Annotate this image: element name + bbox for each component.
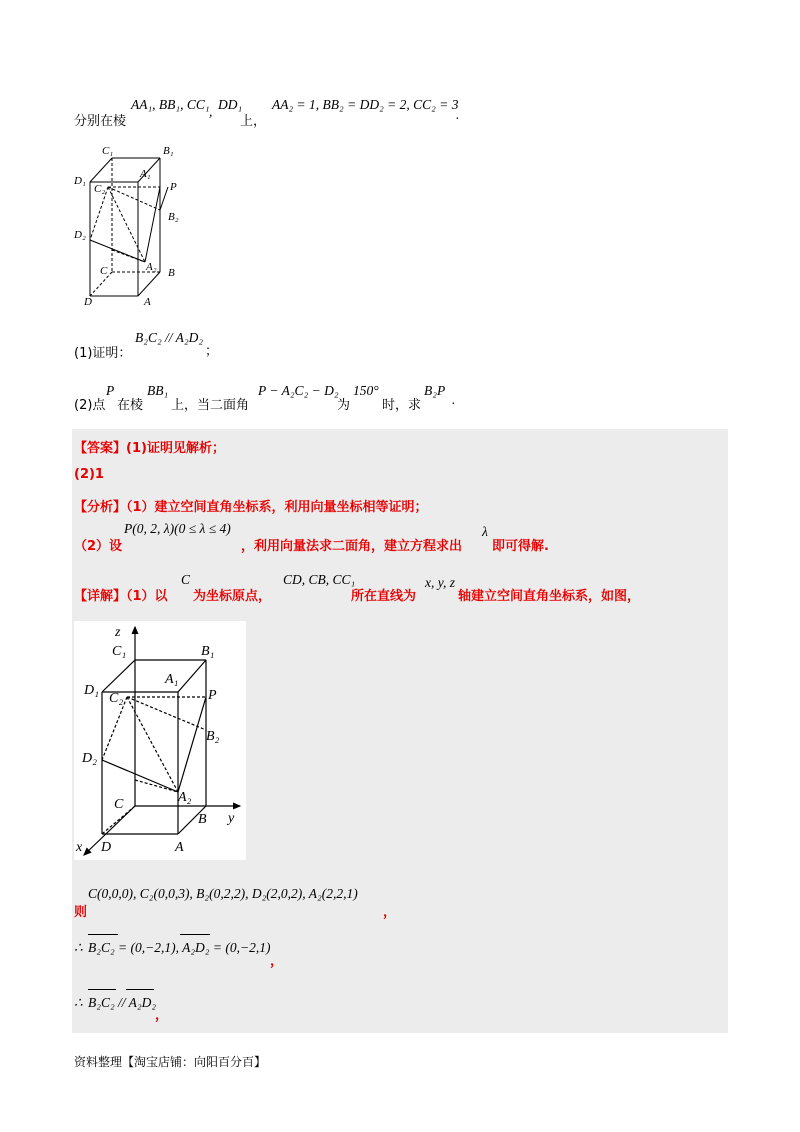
detail-line1-a <box>74 585 168 604</box>
part2-angle: P − A₂C₂ − D₂ <box>258 383 339 398</box>
detail-axes-text: 所在直线为 <box>351 589 417 604</box>
footer-note: 资料整理【淘宝店铺：向阳百分百】 <box>74 1055 267 1069</box>
analysis-tag: 【分析】 <box>74 500 127 515</box>
part2-P: P <box>106 383 115 398</box>
fig2-axis-z: z <box>115 625 121 640</box>
detail-axes-edges: CD, CB, CC₁ <box>283 572 356 587</box>
analysis-step2-prefix: （2）设 <box>74 539 123 554</box>
fig1-label-D1: D₁ <box>74 175 86 187</box>
problem-line1-mid: 上， <box>240 114 267 129</box>
analysis-step2-lambda: λ <box>482 524 488 539</box>
part2-edge: BB₁ <box>147 383 169 398</box>
parallel-arrow-A2D2 <box>126 989 154 990</box>
fig2-label-B: B <box>198 812 207 827</box>
part2-time: 时，求 <box>382 398 422 413</box>
detail-axes-end: 轴建立空间直角坐标系，如图， <box>458 589 641 604</box>
fig2-axis-y: y <box>228 811 235 826</box>
fig1-label-A1: A₁ <box>140 168 151 180</box>
fig1-label-A2: A₂ <box>146 261 157 273</box>
fig2-label-C1: C₁ <box>112 644 127 659</box>
parallel-arrow-B2C2 <box>88 989 116 990</box>
problem-line1-edges: AA₁, BB₁, CC₁ <box>131 97 210 112</box>
fig2-label-B1: B₁ <box>201 644 215 659</box>
prism-figure-1 <box>70 140 200 310</box>
part2-is: 为 <box>337 398 351 413</box>
vector-arrow-A2D2 <box>180 934 210 935</box>
fig2-label-C2: C₂ <box>109 691 124 706</box>
part2-when: 上，当二面角 <box>171 398 250 413</box>
analysis-line1 <box>74 496 428 515</box>
fig2-label-A2: A₂ <box>178 790 192 805</box>
fig1-label-D: D <box>84 296 92 308</box>
analysis-step2-mid: ，利用向量法求二面角，建立方程求出 <box>241 539 463 554</box>
therefore-2: ∴ <box>74 995 83 1010</box>
fig2-label-A1: A₁ <box>165 672 179 687</box>
fig2-label-P: P <box>208 688 217 703</box>
answer-part2: (2)1 <box>74 467 104 482</box>
fig1-label-C: C <box>100 265 108 277</box>
fig2-label-B2: B₂ <box>206 729 220 744</box>
fig2-label-C: C <box>114 797 124 812</box>
detail-axes-xyz: x, y, z <box>425 575 455 590</box>
problem-line1-sep: , <box>209 104 213 119</box>
answer-part1: (1)证明见解析； <box>126 441 225 456</box>
fig1-label-C1: C₁ <box>102 145 114 157</box>
fig2-label-D2: D₂ <box>82 751 97 766</box>
fig2-label-D: D <box>101 840 112 855</box>
detail-origin-text: 为坐标原点， <box>193 589 272 604</box>
fig1-label-D2: D₂ <box>74 229 86 241</box>
fig1-label-A: A <box>144 296 151 308</box>
answer-line1 <box>74 437 225 456</box>
analysis-step1: （1）建立空间直角坐标系，利用向量坐标相等证明； <box>126 500 428 515</box>
then-label: 则 <box>74 905 88 920</box>
problem-line1-lengths: AA₂ = 1, BB₂ = DD₂ = 2, CC₂ = 3 <box>272 97 459 112</box>
part1-prefix: (1)证明： <box>74 346 132 361</box>
coords-comma: ， <box>383 905 397 920</box>
vector-comma: ， <box>270 954 284 969</box>
part1-end: ； <box>205 344 219 359</box>
parallel-line: B₂C₂ // A₂D₂ <box>88 995 157 1010</box>
problem-line1-edge4: DD₁ <box>218 97 243 112</box>
part1-math: B₂C₂ // A₂D₂ <box>135 330 204 345</box>
analysis-step2-math: P(0, 2, λ)(0 ≤ λ ≤ 4) <box>124 521 231 536</box>
fig1-label-B2: B₂ <box>168 211 179 223</box>
problem-line1-end: . <box>456 107 460 122</box>
prism-figure-2 <box>74 621 246 860</box>
fig1-label-P: P <box>170 181 177 193</box>
detail-origin-C: C <box>181 572 191 587</box>
part2-on: 在棱 <box>117 398 144 413</box>
analysis-step2-end: 即可得解. <box>492 539 549 554</box>
parallel-comma: ， <box>155 1008 169 1023</box>
part2-target: B₂P <box>424 383 446 398</box>
part2-prefix: (2)点 <box>74 398 106 413</box>
part2-deg: 150° <box>353 383 379 398</box>
coords-line: C(0,0,0), C₂(0,0,3), B₂(0,2,2), D₂(2,0,2), A₂(2,2,1) <box>88 886 358 901</box>
fig2-axis-x: x <box>76 840 83 855</box>
fig1-label-B1: B₁ <box>163 145 174 157</box>
vector-arrow-B2C2 <box>88 934 118 935</box>
fig2-label-A: A <box>175 840 184 855</box>
detail-step1-intro: （1）以 <box>126 589 168 604</box>
problem-line1-prefix: 分别在棱 <box>74 114 127 129</box>
fig2-label-D1: D₁ <box>84 683 99 698</box>
detail-tag: 【详解】 <box>74 589 127 604</box>
fig1-label-C2: C₂ <box>94 183 106 195</box>
therefore-1: ∴ <box>74 940 83 955</box>
answer-tag: 【答案】 <box>74 441 127 456</box>
vector-line: B₂C₂ = (0,−2,1), A₂D₂ = (0,−2,1) <box>88 940 271 955</box>
fig1-label-B: B <box>168 267 175 279</box>
part2-end: . <box>452 392 456 407</box>
